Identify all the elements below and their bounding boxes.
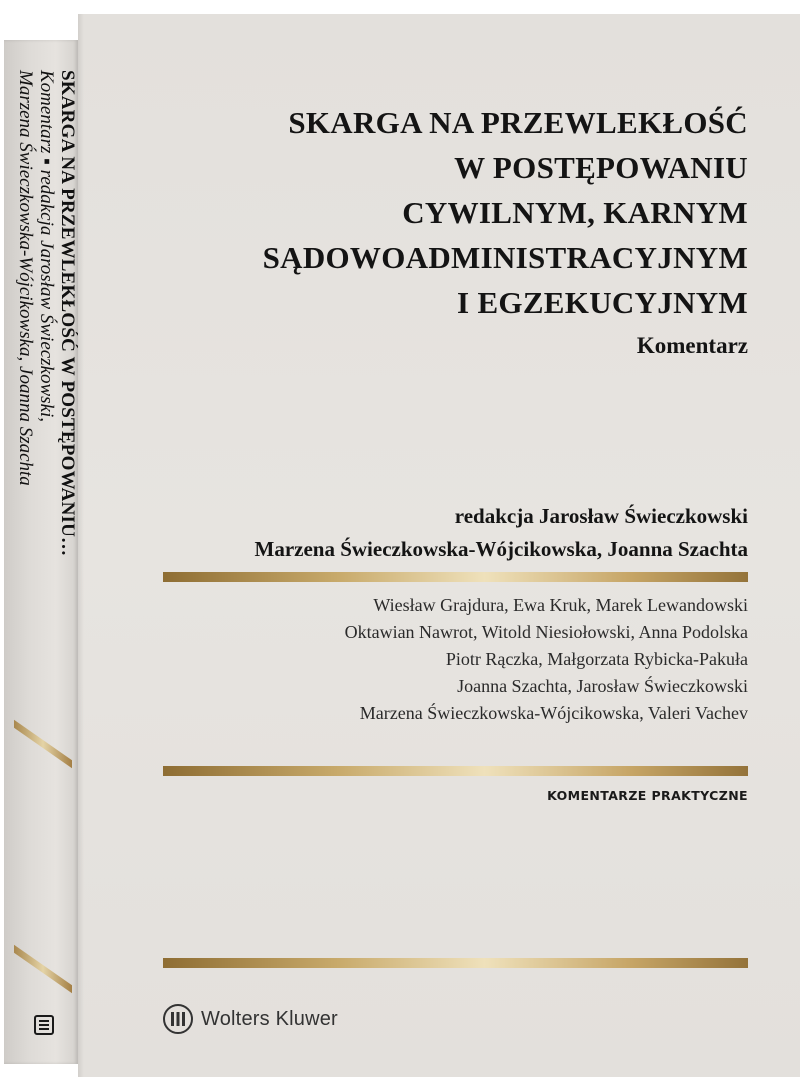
book-title-line-3: CYWILNYM, KARNYM bbox=[402, 195, 748, 230]
cover-edge-shadow bbox=[78, 14, 84, 1077]
editors-line-2: Marzena Świeczkowska-Wójcikowska, Joanna Szachta bbox=[254, 537, 748, 561]
spine-editors-line-2: Marzena Świeczkowska-Wójcikowska, Joanna Szachta bbox=[15, 70, 36, 486]
gold-divider-top bbox=[163, 572, 748, 582]
spine-editors-line-1: Komentarz ▪ redakcja Jarosław Świeczkowski, bbox=[36, 70, 57, 423]
series-name: KOMENTARZE PRAKTYCZNE bbox=[547, 788, 748, 803]
spine-title: SKARGA NA PRZEWLEKŁOŚĆ W POSTĘPOWANIU… bbox=[57, 70, 78, 557]
book-subtitle: Komentarz bbox=[636, 333, 748, 358]
spine-text bbox=[15, 70, 78, 790]
book-editors bbox=[255, 500, 749, 566]
publisher-name: Wolters Kluwer bbox=[201, 1007, 338, 1030]
authors-line-5: Marzena Świeczkowska-Wójcikowska, Valeri Vachev bbox=[359, 703, 748, 723]
gold-divider-bottom bbox=[163, 958, 748, 968]
spine-publisher-logo-icon bbox=[34, 1015, 54, 1035]
editors-line-1: redakcja Jarosław Świeczkowski bbox=[454, 504, 748, 528]
book-title-block bbox=[263, 100, 748, 361]
authors-line-4: Joanna Szachta, Jarosław Świeczkowski bbox=[457, 676, 748, 696]
book-title-line-1: SKARGA NA PRZEWLEKŁOŚĆ bbox=[288, 105, 748, 140]
book-title-line-5: I EGZEKUCYJNYM bbox=[457, 285, 748, 320]
book-title-line-2: W POSTĘPOWANIU bbox=[454, 150, 748, 185]
publisher-brand bbox=[163, 1004, 338, 1034]
authors-line-3: Piotr Rączka, Małgorzata Rybicka-Pakuła bbox=[445, 649, 748, 669]
wolters-kluwer-logo-icon bbox=[163, 1004, 193, 1034]
authors-line-2: Oktawian Nawrot, Witold Niesiołowski, Anna Podolska bbox=[344, 622, 748, 642]
book-title-line-4: SĄDOWOADMINISTRACYJNYM bbox=[262, 240, 748, 275]
authors-line-1: Wiesław Grajdura, Ewa Kruk, Marek Lewandowski bbox=[373, 595, 748, 615]
book-authors bbox=[345, 592, 748, 727]
gold-divider-middle bbox=[163, 766, 748, 776]
spine-gold-bar-bottom bbox=[14, 945, 72, 994]
